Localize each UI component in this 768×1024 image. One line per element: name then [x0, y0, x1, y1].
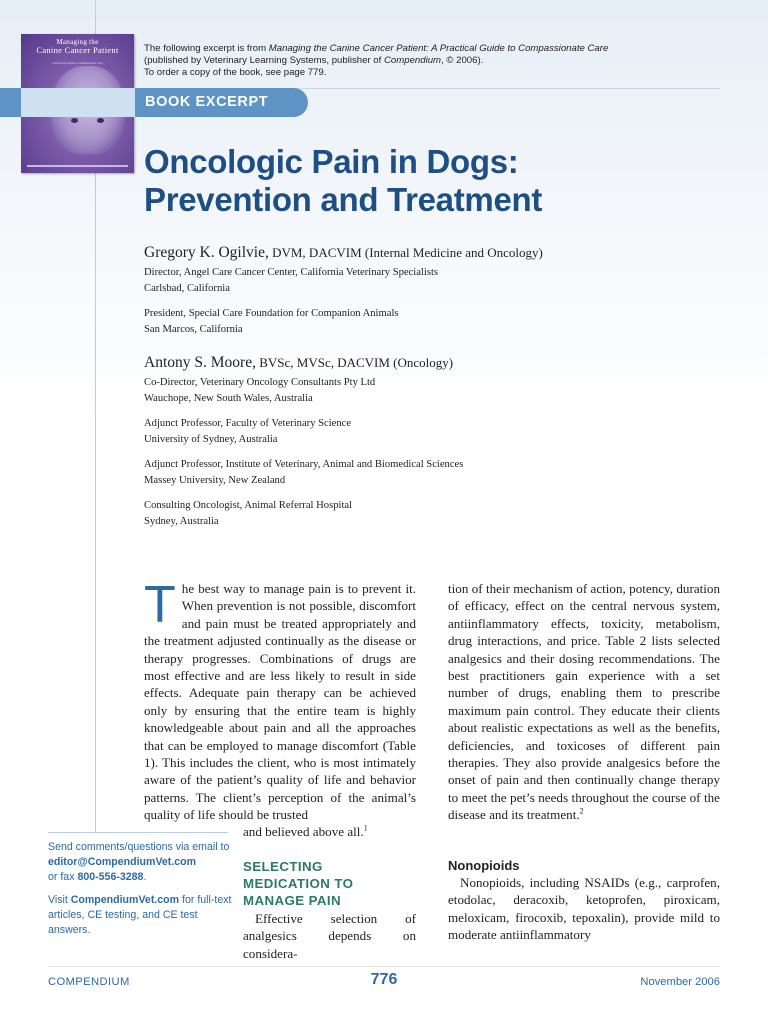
website-link[interactable]: CompendiumVet.com: [70, 894, 180, 906]
affiliation-line: Carlsbad, California: [144, 283, 230, 294]
body-column-2: [448, 580, 720, 824]
author-2: [144, 353, 744, 373]
intro-order-line: To order a copy of the book, see page 779.: [144, 67, 327, 78]
intro-book-title: Managing the Canine Cancer Patient: A Practical Guide to Compassionate Care: [268, 43, 609, 54]
section-heading-line: MEDICATION TO: [243, 876, 354, 891]
affiliation-line: Adjunct Professor, Faculty of Veterinary Science: [144, 418, 352, 429]
body-column-1-continued: [243, 823, 416, 840]
body-column-1: [144, 576, 416, 824]
reference-marker: 1: [363, 823, 368, 833]
author-1-credentials: DVM, DACVIM (Internal Medicine and Oncology): [268, 245, 543, 260]
affiliation-line: Massey University, New Zealand: [144, 475, 286, 486]
author-1-affiliation-1: [144, 265, 744, 297]
section-heading-line: SELECTING: [243, 859, 323, 874]
affiliation-line: President, Special Care Foundation for Companion Animals: [144, 308, 399, 319]
section-heading-line: MANAGE PAIN: [243, 893, 341, 908]
author-2-affiliation-4: [144, 498, 744, 530]
cover-title-line1: Managing the: [56, 38, 99, 46]
visit-pre: Visit: [48, 894, 71, 906]
author-2-credentials: BVSc, MVSc, DACVIM (Oncology): [255, 355, 454, 370]
section-paragraph: Effective selection of analgesics depends on considera-: [243, 911, 416, 961]
author-2-affiliation-1: [144, 375, 744, 407]
affiliation-line: Adjunct Professor, Institute of Veterinary, Animal and Biomedical Sciences: [144, 459, 464, 470]
affiliation-line: San Marcos, California: [144, 324, 243, 335]
cover-footer-strip: [27, 165, 128, 167]
affiliation-line: Co-Director, Veterinary Oncology Consultants Pty Ltd: [144, 377, 376, 388]
reference-marker: 2: [579, 806, 584, 816]
author-2-name: Antony S. Moore,: [144, 354, 256, 371]
visit-paragraph: [48, 893, 233, 938]
nonopioids-paragraph: Nonopioids, including NSAIDs (e.g., carprofen, etodolac, deracoxib, ketoprofen, piroxicam, meloxicam, firocoxib, tepoxalin), provide mild to moderate antiinflammatory: [448, 875, 720, 943]
body-paragraph-2: tion of their mechanism of action, potency, duration of efficacy, effect on the central nervous system, antiinflammatory effects, toxicity, metabolism, drug interactions, and price. Table 2 lists selected analgesics and their dosing recommendations. The best practitioners gain experience with a set number of drugs, enabling them to prescribe maximum pain control. They educate their clients about realistic expectations as well as the benefits, deficiencies, and toxicoses of different pain therapies. They also provide analgesics before the onset of pain and then continually change therapy to meet the pet’s needs throughout the course of the disease and its treatment.: [448, 581, 720, 823]
cover-subtitle: A Practical Guide to Compassionate Care: [52, 61, 103, 65]
body-paragraph-1: he best way to manage pain is to prevent it. When prevention is not possible, discomfort and pain must be treated appropriately and the treatment adjusted continually as the disease or therapy progresses. Combinations of drugs are most effective and are less likely to result in side effects. Adequate pain therapy can be achieved only by ensuring that the entire team is highly knowledgeable about pain and all the approaches that can be employed to manage discomfort (Table 1). This includes the client, who is most intimately aware of the patient’s quality of life and behavior patterns. The client’s perception of the animal’s quality of life should be trusted: [144, 581, 416, 823]
contact-sidebar: [48, 840, 233, 946]
author-2-affiliation-3: [144, 457, 744, 489]
sidebar-rule: [48, 832, 228, 833]
fax-number: 800-556-3288: [77, 871, 144, 883]
article-title: [144, 143, 724, 219]
fax-pre: or fax: [48, 871, 78, 883]
footer-date: November 2006: [640, 976, 720, 988]
fax-post: .: [143, 871, 147, 883]
title-line1: Oncologic Pain in Dogs:: [144, 143, 519, 180]
contact-intro: Send comments/questions via email to: [48, 841, 230, 853]
header-band: [21, 88, 135, 117]
book-excerpt-badge: BOOK EXCERPT: [135, 88, 308, 117]
footer-rule: [48, 966, 720, 967]
cover-title: [21, 38, 134, 55]
intro-text-mid: (published by Veterinary Learning Systems, publisher of: [144, 55, 384, 66]
email-link[interactable]: editor@CompendiumVet.com: [48, 856, 197, 868]
intro-text-pre: The following excerpt is from: [144, 43, 269, 54]
contact-paragraph: [48, 840, 233, 885]
author-1-affiliation-2: [144, 306, 744, 338]
nonopioids-section: [448, 857, 720, 944]
dog-eye-left: [71, 118, 78, 123]
affiliation-line: Director, Angel Care Cancer Center, California Veterinary Specialists: [144, 267, 439, 278]
affiliation-line: Sydney, Australia: [144, 516, 219, 527]
subheading-nonopioids: Nonopioids: [448, 858, 520, 873]
author-1: [144, 243, 744, 263]
intro-publication: Compendium: [383, 55, 442, 66]
author-1-name: Gregory K. Ogilvie,: [144, 244, 269, 261]
body-paragraph-1-end: and believed above all.: [243, 824, 364, 839]
affiliation-line: Wauchope, New South Wales, Australia: [144, 393, 313, 404]
cover-title-line2: Canine Cancer Patient: [36, 45, 119, 55]
page-number: 776: [370, 971, 398, 988]
author-2-affiliation-2: [144, 416, 744, 448]
visit-post: for full-text articles, CE testing, and CE test answers.: [48, 894, 232, 936]
header-tab-left: [0, 88, 21, 117]
affiliation-line: University of Sydney, Australia: [144, 434, 278, 445]
affiliation-line: Consulting Oncologist, Animal Referral Hospital: [144, 500, 353, 511]
drop-cap: T: [144, 576, 176, 634]
section-heading-selecting-medication: [243, 858, 416, 909]
author-block: [144, 243, 744, 539]
title-line2: Prevention and Treatment: [144, 181, 543, 218]
dog-eye-right: [97, 118, 104, 123]
footer-journal: COMPENDIUM: [48, 976, 130, 988]
intro-text-post: , © 2006).: [441, 55, 484, 66]
excerpt-note: [144, 43, 664, 79]
